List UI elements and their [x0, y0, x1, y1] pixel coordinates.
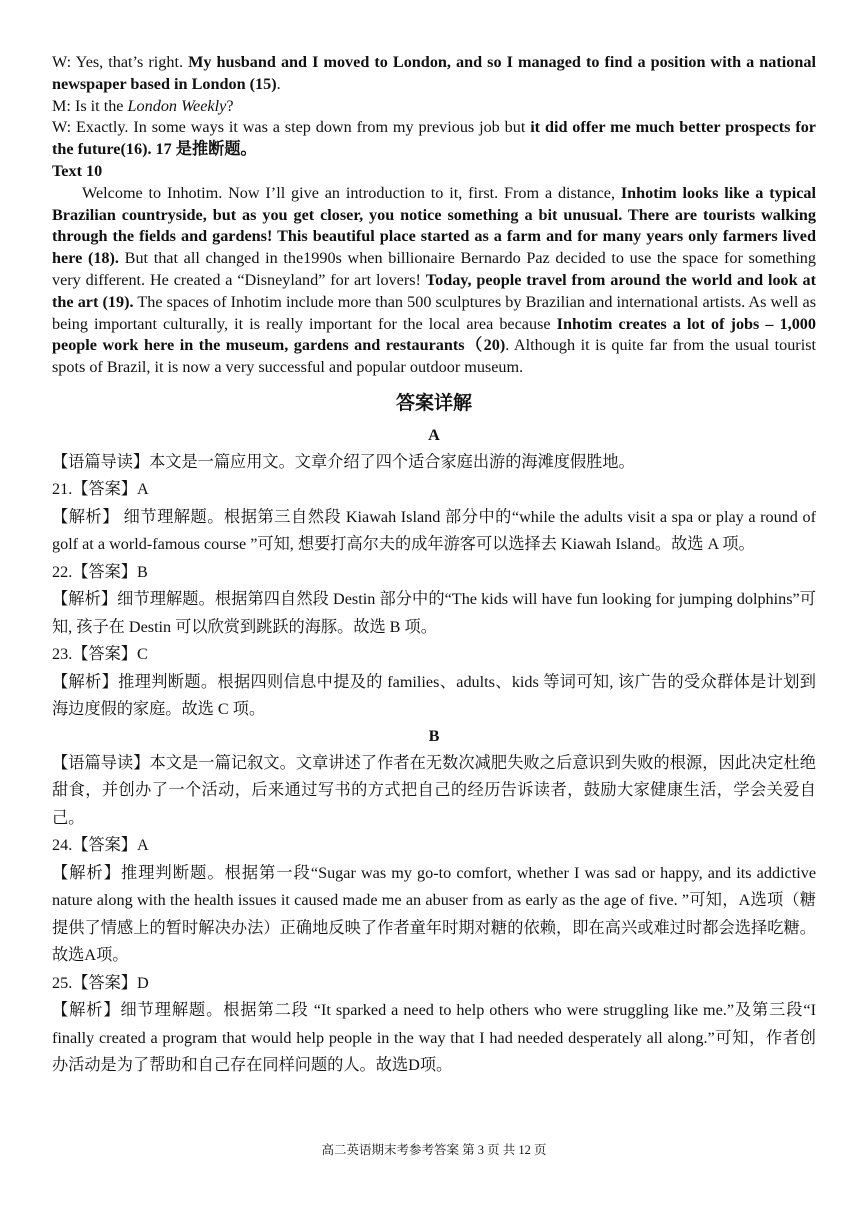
answer-key-text: Inhotim creates a lot of jobs – 1,000 people work here in the museum, gardens and restaurants（20): [52, 314, 816, 355]
q25-answer: 25.【答案】D: [52, 973, 149, 992]
punctuation: ?: [226, 96, 234, 115]
answer-key-text: Today, people travel from around the world and look at the art (19).: [52, 270, 816, 311]
punctuation: .: [276, 74, 281, 93]
speaker-text: W: Yes, that’s right.: [52, 53, 189, 71]
q23-answer: 23.【答案】C: [52, 645, 148, 664]
section-a-intro: 【语篇导读】本文是一篇应用文。文章介绍了四个适合家庭出游的海滩度假胜地。: [52, 452, 635, 471]
section-b-heading: B: [428, 726, 440, 745]
transcript-line-16: [52, 117, 816, 161]
speaker-text: W: Exactly. In some ways it was a step down from my previous job but: [52, 118, 531, 137]
plain-text: The spaces of Inhotim include more than 500 sculptures by Brazilian and international artists. As well as being important culturally, it is really important for the local area because: [52, 292, 816, 333]
q23-explanation: 【解析】推理判断题。根据四则信息中提及的 families、adults、kids 等词可知, 该广告的受众群体是计划到海边度假的家庭。故选 C 项。: [52, 672, 816, 719]
page-footer: 高二英语期末考参考答案 第 3 页 共 12 页: [321, 1143, 547, 1157]
section-a-heading: A: [428, 425, 440, 444]
q24-answer: 24.【答案】A: [52, 836, 149, 855]
transcript-line-15: [52, 52, 816, 96]
plain-text: But that all changed in the1990s when billionaire Bernardo Paz decided to use the space for something very different. He created a “Disneyland” for art lovers!: [52, 249, 816, 289]
speaker-text: M: Is it the: [52, 96, 128, 115]
answer-key-text: My husband and I moved to London, and so I managed to find a position with a national newspaper based in London (15): [52, 53, 816, 93]
newspaper-name: London Weekly: [127, 96, 227, 115]
text10-paragraph: [52, 183, 816, 379]
q22-answer: 22.【答案】B: [52, 562, 148, 581]
transcript-line-question: [52, 96, 816, 118]
section-b-intro: 【语篇导读】本文是一篇记叙文。文章讲述了作者在无数次减肥失败之后意识到失败的根源，因此决定杜绝甜食，并创办了一个活动，后来通过写书的方式把自己的经历告诉读者，鼓励大家健康生活，学会关爱自己。: [52, 753, 816, 827]
q21-answer: 21.【答案】A: [52, 480, 149, 499]
answer-key-text: Inhotim looks like a typical Brazilian countryside, but as you get closer, you notice something a bit unusual. There are tourists walking through the fields and gardens! This beautiful place started as a farm and for many years only farmers lived here (18).: [52, 183, 816, 268]
plain-text: . Although it is quite far from the usual tourist spots of Brazil, it is now a very successful and popular outdoor museum.: [52, 336, 816, 377]
text10-heading: Text 10: [52, 161, 103, 180]
q25-explanation: 【解析】细节理解题。根据第二段 “It sparked a need to help others who were struggling like me.”及第三段“I finally created a program that would help people in the way that I had needed desperately all along.”可知，作者创办活动是为了帮助和自己存在同样问题的人。故选D项。: [52, 1001, 816, 1075]
q21-explanation: 【解析】 细节理解题。根据第三自然段 Kiawah Island 部分中的“while the adults visit a spa or play a round of golf at a world-famous course ”可知, 想要打高尔夫的成年游客可以选择去 Kiawah Island。故选 A 项。: [52, 507, 816, 554]
plain-text: Welcome to Inhotim. Now I’ll give an introduction to it, first. From a distance,: [82, 183, 621, 202]
answer-key-text: it did offer me much better prospects for the future(16). 17 是推断题。: [52, 118, 816, 159]
document-page: [52, 52, 816, 1080]
q22-explanation: 【解析】细节理解题。根据第四自然段 Destin 部分中的“The kids will have fun looking for jumping dolphins”可知, 孩子在 Destin 可以欣赏到跳跃的海豚。故选 B 项。: [52, 590, 816, 636]
answers-title: 答案详解: [395, 391, 472, 414]
q24-explanation: 【解析】推理判断题。根据第一段“Sugar was my go-to comfort, whether I was sad or happy, and its addictive nature along with the health issues it caused made me an abuser from as early as the age of five. ”可知，A选项（糖提供了情感上的暂时解决办法）正确地反映了作者童年时期对糖的依赖，即在高兴或难过时都会选择吃糖。故选A项。: [52, 863, 816, 965]
